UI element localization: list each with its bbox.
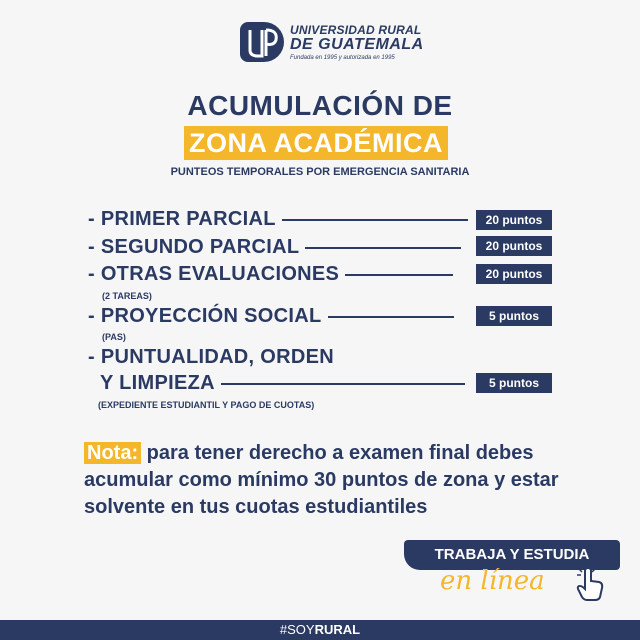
list-item-primer-parcial	[88, 208, 468, 231]
footer-hashtag-bold: RURAL	[314, 622, 361, 637]
leader-line	[345, 274, 453, 276]
item-label: - OTRAS EVALUACIONES	[88, 263, 340, 285]
note-text: para tener derecho a examen final debes acumular como mínimo 30 puntos de zona y estar solvente en tus cuotas estudiantiles	[84, 442, 559, 518]
item-label: - PRIMER PARCIAL	[88, 208, 276, 230]
page-title: ACUMULACIÓN DE	[187, 90, 453, 121]
university-name	[290, 24, 424, 61]
item-note: (EXPEDIENTE ESTUDIANTIL Y PAGO DE CUOTAS)	[98, 400, 315, 410]
leader-line	[305, 247, 461, 249]
page-title-highlight: ZONA ACADÉMICA	[184, 126, 448, 160]
note-paragraph	[84, 440, 564, 521]
points-badge: 5 puntos	[476, 373, 552, 393]
page-subtitle: PUNTEOS TEMPORALES POR EMERGENCIA SANITARIA	[170, 166, 470, 178]
list-item-otras-evaluaciones	[88, 263, 453, 286]
points-badge: 5 puntos	[476, 306, 552, 326]
list-item-segundo-parcial	[88, 236, 461, 259]
points-badge: 20 puntos	[476, 264, 552, 284]
points-badge: 20 puntos	[476, 210, 552, 230]
item-label-continued: Y LIMPIEZA	[100, 372, 215, 394]
university-logo	[240, 22, 424, 62]
list-item-limpieza	[100, 372, 465, 395]
cta-subtitle: en línea	[440, 566, 545, 596]
footer-bar	[0, 620, 640, 640]
item-label: - SEGUNDO PARCIAL	[88, 236, 300, 258]
leader-line	[282, 219, 468, 221]
item-note: (2 TAREAS)	[102, 291, 152, 301]
item-label: - PROYECCIÓN SOCIAL	[88, 305, 322, 327]
logo-line-2: DE GUATEMALA	[290, 35, 424, 53]
cta-button[interactable]: TRABAJA Y ESTUDIA	[404, 540, 620, 570]
note-tag: Nota:	[84, 442, 141, 464]
pointer-hand-icon	[575, 567, 605, 606]
item-note: (PAS)	[102, 332, 126, 342]
leader-line	[221, 383, 465, 385]
university-emblem-icon	[240, 22, 284, 62]
list-item-proyeccion-social	[88, 305, 454, 328]
item-label: - PUNTUALIDAD, ORDEN	[88, 346, 334, 368]
list-item-puntualidad	[88, 346, 334, 369]
footer-hashtag-prefix: #SOY	[279, 622, 315, 637]
logo-tagline: Fundada en 1995 y autorizada en 1995	[290, 54, 395, 61]
leader-line	[328, 316, 454, 318]
logo-line-1: UNIVERSIDAD RURAL	[290, 22, 422, 37]
points-badge: 20 puntos	[476, 236, 552, 256]
